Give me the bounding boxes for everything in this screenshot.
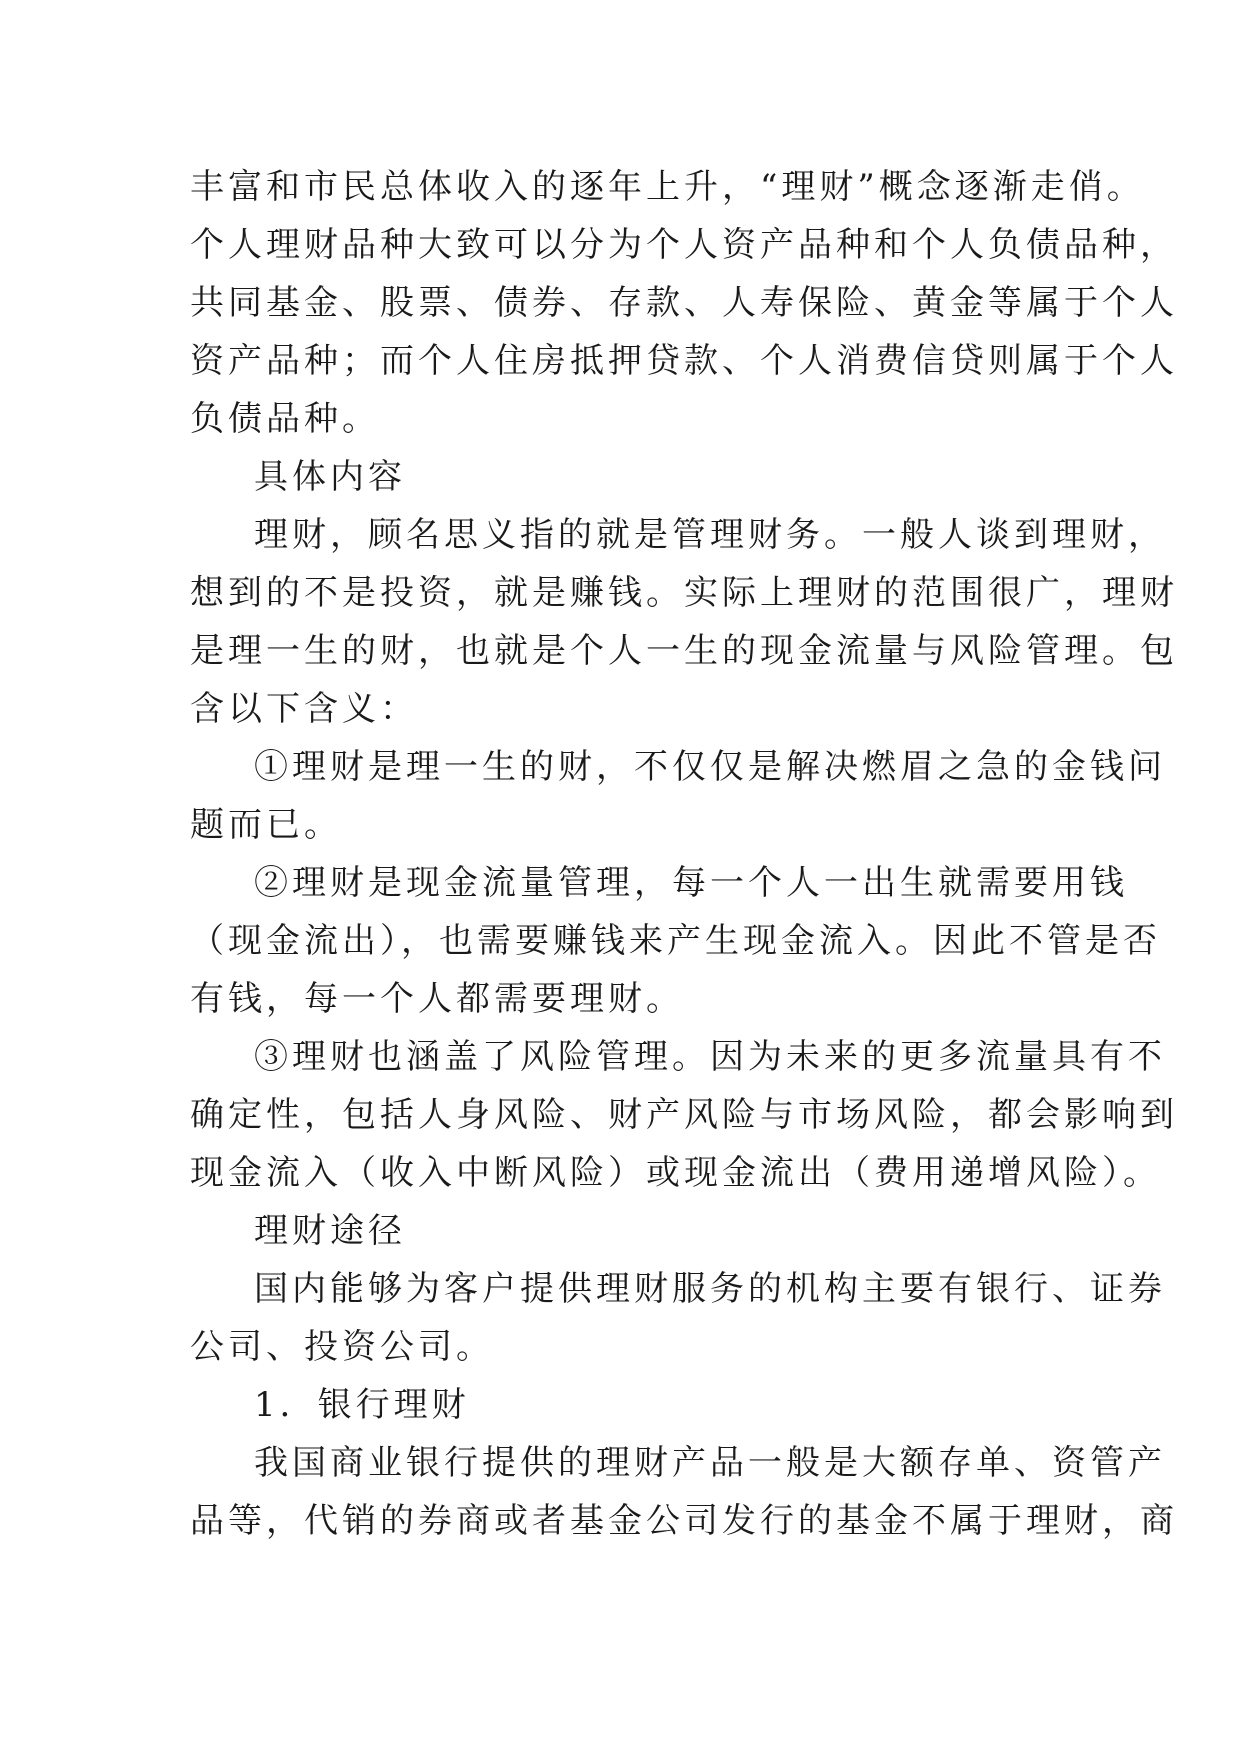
body-line: 是理一生的财，也就是个人一生的现金流量与风险管理。包: [190, 631, 1178, 671]
body-line: （现金流出），也需要赚钱来产生现金流入。因此不管是否: [190, 921, 1161, 961]
body-line: 题而已。: [190, 805, 342, 845]
body-line: 负债品种。: [190, 399, 380, 439]
body-line: 国内能够为客户提供理财服务的机构主要有银行、证券: [254, 1269, 1166, 1309]
body-line: 含以下含义：: [190, 689, 418, 729]
list-item-3: ③理财也涵盖了风险管理。因为未来的更多流量具有不: [254, 1037, 1166, 1077]
section-heading-paths: 理财途径: [254, 1211, 406, 1251]
body-line: 我国商业银行提供的理财产品一般是大额存单、资管产: [254, 1443, 1166, 1483]
body-line: 理财，顾名思义指的就是管理财务。一般人谈到理财，: [254, 515, 1166, 555]
body-line: 丰富和市民总体收入的逐年上升，“理财”概念逐渐走俏。: [190, 167, 1145, 207]
body-line: 品等，代销的券商或者基金公司发行的基金不属于理财，商: [190, 1501, 1178, 1541]
body-line: 现金流入（收入中断风险）或现金流出（费用递增风险）。: [190, 1153, 1161, 1193]
body-line: 想到的不是投资，就是赚钱。实际上理财的范围很广，理财: [190, 573, 1178, 613]
body-line: 个人理财品种大致可以分为个人资产品种和个人负债品种，: [190, 225, 1178, 265]
subsection-heading-bank: 1．银行理财: [254, 1385, 470, 1425]
body-line: 公司、投资公司。: [190, 1327, 494, 1367]
section-heading-content: 具体内容: [254, 457, 406, 497]
body-line: 有钱，每一个人都需要理财。: [190, 979, 684, 1019]
list-item-1: ①理财是理一生的财，不仅仅是解决燃眉之急的金钱问: [254, 747, 1166, 787]
list-item-2: ②理财是现金流量管理，每一个人一出生就需要用钱: [254, 863, 1128, 903]
document-body: [190, 158, 1178, 1550]
body-line: 确定性，包括人身风险、财产风险与市场风险，都会影响到: [190, 1095, 1178, 1135]
body-line: 资产品种；而个人住房抵押贷款、个人消费信贷则属于个人: [190, 341, 1178, 381]
body-line: 共同基金、股票、债券、存款、人寿保险、黄金等属于个人: [190, 283, 1178, 323]
